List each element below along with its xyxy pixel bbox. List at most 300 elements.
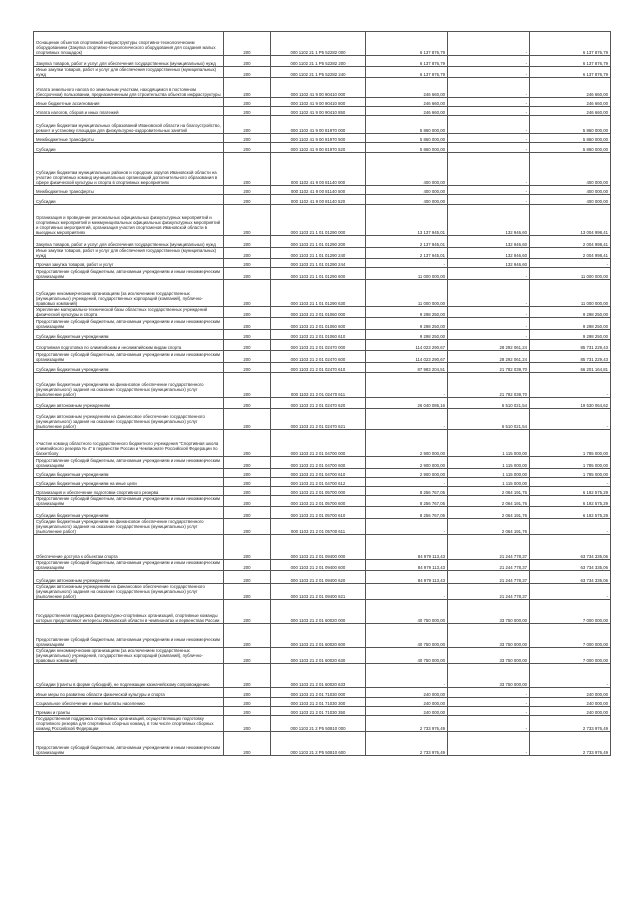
cell-name: Субсидии бюджетным учреждениям на финансовое обеспечение государственного (муниципального) задания на оказание государственных (муниципальных) услуг (выполнение работ): [34, 519, 224, 535]
cell-plan: 5 860 000,00: [366, 134, 448, 143]
cell-plan: 9 298 250,00: [366, 307, 448, 318]
cell-plan: -: [366, 373, 448, 398]
cell-rest: 9 298 250,00: [530, 318, 611, 330]
cell-name: Субсидии некоммерческим организациям (за исключением государственных (муниципальных) учреждений, государственных корпораций (компаний), публично-правовых компаний): [34, 648, 224, 664]
cell-code: 200: [224, 330, 271, 340]
cell-kbk: 000 1103 21 1 01 01290 244: [271, 259, 366, 268]
cell-rest: 6 137 876,79: [530, 67, 611, 78]
cell-code: 200: [224, 67, 271, 78]
cell-plan: 2 900 000,00: [366, 469, 448, 478]
table-row: [34, 487, 611, 496]
cell-code: 200: [224, 688, 271, 698]
table-row: [34, 268, 611, 280]
cell-name: Предоставление субсидий бюджетным, автономным учреждениям и иным некоммерческим организациям: [34, 457, 224, 469]
cell-done: -: [448, 318, 530, 330]
cell-kbk: 000 1103 21 2 01 71030 350: [271, 707, 366, 716]
cell-done: 132 946,60: [448, 236, 530, 248]
cell-rest: 2 004 998,41: [530, 236, 611, 248]
cell-rest: -: [530, 478, 611, 487]
cell-plan: 40 750 000,00: [366, 648, 448, 664]
cell-kbk: 000 1103 21 2 01 60020 630: [271, 648, 366, 664]
cell-done: 6 510 021,54: [448, 409, 530, 430]
cell-rest: 240 000,00: [530, 707, 611, 716]
cell-kbk: 000 1103 21 2 01 09400 621: [271, 584, 366, 600]
cell-rest: -: [530, 259, 611, 268]
cell-kbk: 000 1103 21 2 01 02470 621: [271, 409, 366, 430]
table-row: [34, 698, 611, 707]
cell-rest: -: [530, 519, 611, 535]
table-row: [34, 205, 611, 236]
cell-done: -: [448, 98, 530, 107]
table-row: [34, 688, 611, 698]
cell-code: 200: [224, 732, 271, 756]
cell-plan: 26 040 086,16: [366, 398, 448, 409]
cell-kbk: 000 1103 21 2 01 01060 610: [271, 330, 366, 340]
cell-plan: 400 000,00: [366, 153, 448, 186]
cell-rest: -: [530, 664, 611, 688]
cell-kbk: 000 1102 41 9 00 81970 500: [271, 134, 366, 143]
cell-kbk: 000 1102 41 9 00 90410 850: [271, 107, 366, 116]
cell-plan: 13 137 945,01: [366, 205, 448, 236]
cell-name: Спортивная подготовка по олимпийским и неолимпийским видам спорта: [34, 340, 224, 351]
cell-rest: 1 785 000,00: [530, 430, 611, 457]
cell-rest: 2 733 976,49: [530, 716, 611, 732]
cell-kbk: 000 1103 21 2 01 05700 600: [271, 496, 366, 507]
table-row: [34, 600, 611, 624]
table-row: [34, 373, 611, 398]
cell-code: 200: [224, 487, 271, 496]
cell-name: Организация и обеспечение подготовки спортивного резерва: [34, 487, 224, 496]
cell-name: Предоставление субсидий бюджетным, автономным учреждениям и иным некоммерческим организациям: [34, 560, 224, 571]
cell-done: 6 510 021,54: [448, 398, 530, 409]
cell-code: 200: [224, 519, 271, 535]
cell-plan: 114 023 290,67: [366, 351, 448, 363]
cell-done: -: [448, 32, 530, 56]
cell-plan: -: [366, 519, 448, 535]
cell-name: Межбюджетные трансферты: [34, 186, 224, 195]
cell-code: 200: [224, 236, 271, 248]
cell-kbk: 000 1103 21 1 01 01290 200: [271, 236, 366, 248]
table-row: [34, 457, 611, 469]
cell-code: 200: [224, 153, 271, 186]
cell-rest: 246 660,00: [530, 107, 611, 116]
cell-done: 2 064 191,76: [448, 487, 530, 496]
cell-code: 200: [224, 535, 271, 560]
cell-kbk: 000 1103 21 2 01 05700 611: [271, 519, 366, 535]
cell-code: 200: [224, 648, 271, 664]
cell-kbk: 000 1103 21 2 01 05700 610: [271, 507, 366, 519]
cell-kbk: 000 1103 21 1 01 01290 000: [271, 205, 366, 236]
table-row: [34, 330, 611, 340]
cell-code: 200: [224, 560, 271, 571]
cell-done: 21 782 039,70: [448, 373, 530, 398]
cell-plan: -: [366, 259, 448, 268]
cell-kbk: 000 1103 21 1 01 01290 240: [271, 248, 366, 259]
cell-name: Уплата налогов, сборов и иных платежей: [34, 107, 224, 116]
cell-rest: 11 000 000,00: [530, 280, 611, 307]
cell-rest: 1 785 000,00: [530, 469, 611, 478]
cell-rest: 19 530 064,62: [530, 398, 611, 409]
cell-rest: 85 731 229,43: [530, 340, 611, 351]
cell-code: 200: [224, 268, 271, 280]
cell-rest: 9 298 250,00: [530, 307, 611, 318]
table-row: [34, 107, 611, 116]
table-row: [34, 143, 611, 153]
cell-code: 200: [224, 478, 271, 487]
cell-kbk: 000 1103 21 2 01 60020 600: [271, 624, 366, 648]
cell-done: -: [448, 67, 530, 78]
cell-rest: 1 785 000,00: [530, 457, 611, 469]
cell-name: Субсидии бюджетам муниципальных образований Ивановской области на благоустройство, ремонт и установку площадок для физкультурно-оздоровительных занятий: [34, 116, 224, 134]
cell-done: 21 244 778,37: [448, 560, 530, 571]
table-row: [34, 469, 611, 478]
cell-code: 200: [224, 78, 271, 98]
table-row: [34, 56, 611, 67]
table-row: [34, 664, 611, 688]
cell-kbk: 000 1102 21 1 P5 52282 240: [271, 67, 366, 78]
cell-rest: 66 201 164,81: [530, 363, 611, 373]
cell-done: -: [448, 698, 530, 707]
cell-kbk: 000 1103 21 1 01 01290 600: [271, 268, 366, 280]
cell-done: -: [448, 732, 530, 756]
cell-rest: 63 734 335,06: [530, 560, 611, 571]
cell-plan: 2 733 976,49: [366, 716, 448, 732]
cell-done: 1 115 000,00: [448, 430, 530, 457]
cell-done: -: [448, 707, 530, 716]
cell-done: -: [448, 143, 530, 153]
cell-name: Субсидии: [34, 195, 224, 205]
cell-name: Иные меры по развитию области физической культуры и спорта: [34, 688, 224, 698]
table-row: [34, 134, 611, 143]
cell-name: Предоставление субсидий бюджетным, автономным учреждениям и иным некоммерческим организациям: [34, 732, 224, 756]
cell-code: 200: [224, 280, 271, 307]
cell-code: 200: [224, 318, 271, 330]
cell-code: 200: [224, 698, 271, 707]
cell-code: 200: [224, 259, 271, 268]
cell-done: -: [448, 307, 530, 318]
cell-rest: 11 000 000,00: [530, 268, 611, 280]
cell-kbk: 000 1103 21 2 01 71030 000: [271, 688, 366, 698]
cell-plan: 400 000,00: [366, 195, 448, 205]
cell-name: Организация и проведение региональных официальных физкультурных мероприятий и спортивных мероприятий и межмуниципальных официальных физкультурных мероприятий и спортивных мероприятий, организация участия спортсменов Ивановской области в выездных мероприятиях: [34, 205, 224, 236]
cell-plan: 114 023 290,67: [366, 340, 448, 351]
table-row: [34, 351, 611, 363]
cell-plan: 9 298 250,00: [366, 318, 448, 330]
cell-done: 21 244 778,37: [448, 584, 530, 600]
cell-kbk: 000 1103 21 2 01 09400 000: [271, 535, 366, 560]
table-row: [34, 571, 611, 584]
cell-kbk: 000 1103 21 2 01 04700 600: [271, 457, 366, 469]
table-row: [34, 307, 611, 318]
cell-name: Прочая закупка товаров, работ и услуг: [34, 259, 224, 268]
cell-plan: 246 660,00: [366, 78, 448, 98]
cell-done: 33 750 000,00: [448, 600, 530, 624]
cell-rest: 400 000,00: [530, 195, 611, 205]
table-row: [34, 716, 611, 732]
cell-name: Оснащение объектов спортивной инфраструктуры спортивно-технологическим оборудованием (Закупка спортивно-технологического оборудования для создания малых спортивных площадок): [34, 32, 224, 56]
cell-plan: 5 860 000,00: [366, 116, 448, 134]
cell-kbk: 000 1103 21 2 01 02470 620: [271, 398, 366, 409]
cell-plan: 8 256 767,05: [366, 487, 448, 496]
cell-done: 28 292 061,24: [448, 340, 530, 351]
cell-kbk: 000 1102 41 9 00 90410 000: [271, 78, 366, 98]
cell-plan: 400 000,00: [366, 186, 448, 195]
table-row: [34, 116, 611, 134]
table-row: [34, 195, 611, 205]
cell-done: -: [448, 134, 530, 143]
cell-done: -: [448, 688, 530, 698]
cell-code: 200: [224, 707, 271, 716]
cell-done: 2 064 191,76: [448, 507, 530, 519]
cell-name: Закупка товаров, работ и услуг для обеспечения государственных (муниципальных) нужд: [34, 236, 224, 248]
cell-kbk: 000 1103 21 1 01 01290 630: [271, 280, 366, 307]
cell-done: -: [448, 716, 530, 732]
cell-done: -: [448, 107, 530, 116]
cell-code: 200: [224, 430, 271, 457]
cell-kbk: 000 1102 21 1 P5 52282 000: [271, 32, 366, 56]
cell-name: Уплата земельного налога по земельным участкам, находящимся в постоянном (бессрочном) пользовании, предназначенным для строительства объектов инфраструктуры: [34, 78, 224, 98]
cell-plan: 8 256 767,05: [366, 507, 448, 519]
cell-code: 200: [224, 186, 271, 195]
table-row: [34, 98, 611, 107]
cell-plan: 5 860 000,00: [366, 143, 448, 153]
cell-rest: 400 000,00: [530, 186, 611, 195]
table-row: [34, 624, 611, 648]
cell-done: 21 244 778,37: [448, 571, 530, 584]
table-row: [34, 496, 611, 507]
cell-done: -: [448, 195, 530, 205]
budget-table-body: [34, 32, 611, 756]
cell-code: 200: [224, 195, 271, 205]
cell-rest: 5 860 000,00: [530, 143, 611, 153]
cell-rest: 240 000,00: [530, 688, 611, 698]
cell-code: 200: [224, 624, 271, 648]
table-row: [34, 67, 611, 78]
cell-name: Участие команд областного государственного бюджетного учреждения "Спортивная школа олимпийского резерва № 4" в первенстве России и Чемпионате Российской Федерации по баскетболу: [34, 430, 224, 457]
cell-done: 1 115 000,00: [448, 478, 530, 487]
cell-rest: 7 000 000,00: [530, 624, 611, 648]
cell-name: Иные бюджетные ассигнования: [34, 98, 224, 107]
table-row: [34, 732, 611, 756]
cell-name: Субсидии автономным учреждениям: [34, 398, 224, 409]
cell-code: 200: [224, 32, 271, 56]
cell-rest: 6 137 876,79: [530, 56, 611, 67]
cell-done: -: [448, 186, 530, 195]
cell-code: 200: [224, 116, 271, 134]
cell-plan: 240 000,00: [366, 707, 448, 716]
cell-kbk: 000 1103 21 2 01 02470 000: [271, 340, 366, 351]
cell-plan: -: [366, 478, 448, 487]
table-row: [34, 248, 611, 259]
cell-code: 200: [224, 457, 271, 469]
cell-done: -: [448, 78, 530, 98]
cell-done: -: [448, 153, 530, 186]
cell-plan: 2 733 976,49: [366, 732, 448, 756]
cell-kbk: 000 1102 41 9 00 81140 520: [271, 195, 366, 205]
cell-name: Иные закупки товаров, работ и услуг для обеспечения государственных (муниципальных) нужд: [34, 67, 224, 78]
cell-kbk: 000 1103 21 2 01 04700 610: [271, 469, 366, 478]
cell-code: 200: [224, 496, 271, 507]
cell-plan: 84 979 113,43: [366, 571, 448, 584]
cell-kbk: 000 1103 21 2 01 01060 000: [271, 307, 366, 318]
cell-rest: 5 860 000,00: [530, 116, 611, 134]
cell-name: Субсидии бюджетным учреждениям: [34, 363, 224, 373]
cell-name: Обеспечение доступа к объектам спорта: [34, 535, 224, 560]
cell-code: 200: [224, 56, 271, 67]
cell-rest: 6 192 575,29: [530, 507, 611, 519]
cell-kbk: 000 1103 21 2 01 01060 600: [271, 318, 366, 330]
cell-name: Межбюджетные трансферты: [34, 134, 224, 143]
table-row: [34, 259, 611, 268]
cell-plan: 84 979 113,43: [366, 560, 448, 571]
cell-rest: 63 734 335,06: [530, 571, 611, 584]
cell-kbk: 000 1103 21 2 01 09400 620: [271, 571, 366, 584]
cell-rest: -: [530, 409, 611, 430]
cell-plan: 6 137 876,79: [366, 32, 448, 56]
table-row: [34, 153, 611, 186]
cell-done: 33 750 000,00: [448, 624, 530, 648]
cell-code: 200: [224, 205, 271, 236]
table-row: [34, 398, 611, 409]
cell-name: Субсидии: [34, 143, 224, 153]
cell-plan: 246 660,00: [366, 107, 448, 116]
cell-done: -: [448, 116, 530, 134]
cell-code: 200: [224, 107, 271, 116]
cell-code: 200: [224, 373, 271, 398]
cell-name: Субсидии автономным учреждениям на финансовое обеспечение государственного (муниципального) задания на оказание государственных (муниципальных) услуг (выполнение работ): [34, 409, 224, 430]
cell-code: 200: [224, 340, 271, 351]
cell-plan: 2 137 945,01: [366, 248, 448, 259]
cell-name: Субсидии (гранты в форме субсидий), не подлежащие казначейскому сопровождению: [34, 664, 224, 688]
table-row: [34, 340, 611, 351]
cell-rest: 240 000,00: [530, 698, 611, 707]
table-row: [34, 32, 611, 56]
cell-kbk: 000 1102 21 1 P5 52282 200: [271, 56, 366, 67]
cell-rest: 246 660,00: [530, 98, 611, 107]
cell-rest: 2 004 998,41: [530, 248, 611, 259]
cell-kbk: 000 1102 41 9 00 81970 000: [271, 116, 366, 134]
cell-name: Субсидии бюджетным учреждениям: [34, 507, 224, 519]
cell-kbk: 000 1103 21 2 01 02470 611: [271, 373, 366, 398]
cell-plan: 2 900 000,00: [366, 457, 448, 469]
budget-table: [33, 31, 611, 756]
cell-rest: 6 192 575,29: [530, 487, 611, 496]
cell-name: Премии и гранты: [34, 707, 224, 716]
cell-rest: 6 137 876,79: [530, 32, 611, 56]
table-row: [34, 318, 611, 330]
cell-code: 200: [224, 398, 271, 409]
cell-done: 132 946,60: [448, 205, 530, 236]
cell-done: 21 782 039,70: [448, 363, 530, 373]
cell-name: Субсидии автономным учреждениям: [34, 571, 224, 584]
table-row: [34, 584, 611, 600]
cell-name: Закупка товаров, работ и услуг для обеспечения государственных (муниципальных) нужд: [34, 56, 224, 67]
cell-done: 28 292 061,24: [448, 351, 530, 363]
cell-code: 200: [224, 351, 271, 363]
cell-code: 200: [224, 363, 271, 373]
cell-kbk: 000 1103 21 2 01 04700 000: [271, 430, 366, 457]
cell-name: Субсидии автономным учреждениям на финансовое обеспечение государственного (муниципального) задания на оказание государственных (муниципальных) услуг (выполнение работ): [34, 584, 224, 600]
cell-code: 200: [224, 664, 271, 688]
cell-kbk: 000 1102 41 9 00 90410 800: [271, 98, 366, 107]
table-row: [34, 430, 611, 457]
cell-plan: 87 983 204,51: [366, 363, 448, 373]
cell-kbk: 000 1103 21 2 01 60020 633: [271, 664, 366, 688]
table-row: [34, 507, 611, 519]
cell-plan: 84 979 113,43: [366, 535, 448, 560]
cell-name: Государственная поддержка спортивных организаций, осуществляющих подготовку спортивного резерва для спортивных сборных команд, в том числе спортивных сборных команд Российской Федерации: [34, 716, 224, 732]
table-row: [34, 280, 611, 307]
cell-plan: 40 750 000,00: [366, 624, 448, 648]
cell-plan: 246 660,00: [366, 98, 448, 107]
cell-name: Предоставление субсидий бюджетным, автономным учреждениям и иным некоммерческим организациям: [34, 624, 224, 648]
cell-done: 132 946,60: [448, 248, 530, 259]
cell-code: 200: [224, 571, 271, 584]
cell-code: 200: [224, 600, 271, 624]
cell-plan: 2 137 945,01: [366, 236, 448, 248]
cell-kbk: 000 1103 21 2 01 02470 610: [271, 363, 366, 373]
table-row: [34, 186, 611, 195]
cell-rest: 85 731 229,43: [530, 351, 611, 363]
cell-done: 2 064 191,76: [448, 519, 530, 535]
cell-code: 200: [224, 469, 271, 478]
cell-code: 200: [224, 248, 271, 259]
cell-plan: 2 900 000,00: [366, 430, 448, 457]
cell-plan: 8 256 767,05: [366, 496, 448, 507]
cell-rest: 5 860 000,00: [530, 134, 611, 143]
cell-name: Субсидии бюджетным учреждениям: [34, 469, 224, 478]
cell-done: -: [448, 56, 530, 67]
cell-code: 200: [224, 409, 271, 430]
cell-rest: -: [530, 373, 611, 398]
cell-kbk: 000 1103 21 2 01 60020 000: [271, 600, 366, 624]
cell-rest: 9 298 250,00: [530, 330, 611, 340]
cell-plan: 11 000 000,00: [366, 268, 448, 280]
cell-plan: 9 298 250,00: [366, 330, 448, 340]
cell-name: Предоставление субсидий бюджетным, автономным учреждениям и иным некоммерческим организациям: [34, 351, 224, 363]
table-row: [34, 707, 611, 716]
cell-code: 200: [224, 507, 271, 519]
table-row: [34, 648, 611, 664]
cell-rest: 246 660,00: [530, 78, 611, 98]
cell-done: 21 244 778,37: [448, 535, 530, 560]
cell-done: 2 064 191,76: [448, 496, 530, 507]
cell-name: Субсидии некоммерческим организациям (за исключением государственных (муниципальных) учреждений, государственных корпораций (компаний), публично-правовых компаний): [34, 280, 224, 307]
table-row: [34, 236, 611, 248]
cell-done: -: [448, 268, 530, 280]
cell-name: Субсидии бюджетам муниципальных районов и городских округов Ивановской области на участие спортивных команд муниципальных организаций дополнительного образования в сфере физической культуры и спорта в спортивных мероприятиях: [34, 153, 224, 186]
cell-rest: 2 733 976,49: [530, 732, 611, 756]
cell-kbk: 000 1103 21 2 P5 50810 600: [271, 732, 366, 756]
cell-plan: 240 000,00: [366, 688, 448, 698]
cell-kbk: 000 1102 41 9 00 81140 500: [271, 186, 366, 195]
cell-done: 1 115 000,00: [448, 457, 530, 469]
cell-plan: -: [366, 409, 448, 430]
table-row: [34, 363, 611, 373]
cell-plan: 40 750 000,00: [366, 600, 448, 624]
cell-name: Предоставление субсидий бюджетным, автономным учреждениям и иным некоммерческим организациям: [34, 268, 224, 280]
cell-done: -: [448, 330, 530, 340]
cell-plan: 6 137 876,79: [366, 56, 448, 67]
cell-kbk: 000 1103 21 2 P5 50810 000: [271, 716, 366, 732]
cell-done: 132 946,60: [448, 259, 530, 268]
cell-done: 33 750 000,00: [448, 664, 530, 688]
cell-name: Государственная поддержка физкультурно-спортивных организаций, спортивные команды которых представляют интересы Ивановской области в чемпионатах и первенствах России: [34, 600, 224, 624]
table-row: [34, 409, 611, 430]
cell-rest: 7 000 000,00: [530, 600, 611, 624]
table-row: [34, 519, 611, 535]
table-row: [34, 535, 611, 560]
